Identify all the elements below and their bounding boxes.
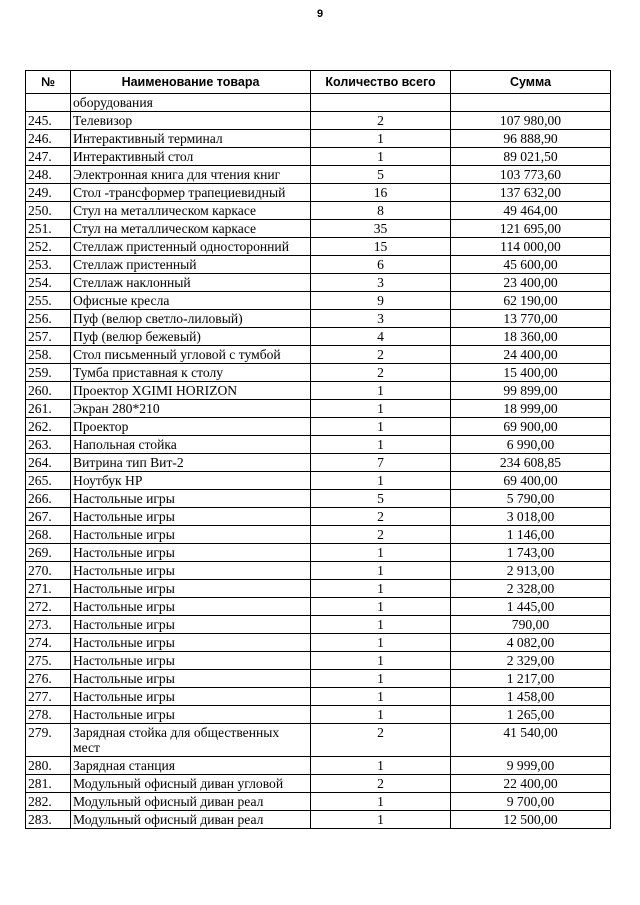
item-name: Настольные игры	[71, 526, 311, 544]
row-number: 283.	[26, 811, 71, 829]
item-sum: 9 700,00	[451, 793, 611, 811]
table-row	[26, 256, 611, 274]
table-row	[26, 775, 611, 793]
item-quantity: 35	[311, 220, 451, 238]
item-sum: 49 464,00	[451, 202, 611, 220]
row-number: 247.	[26, 148, 71, 166]
item-sum: 1 217,00	[451, 670, 611, 688]
item-name: Интерактивный терминал	[71, 130, 311, 148]
item-name: Пуф (велюр бежевый)	[71, 328, 311, 346]
item-sum: 107 980,00	[451, 112, 611, 130]
table-row	[26, 688, 611, 706]
item-quantity: 16	[311, 184, 451, 202]
item-sum: 1 265,00	[451, 706, 611, 724]
row-number: 257.	[26, 328, 71, 346]
item-sum: 1 458,00	[451, 688, 611, 706]
item-name: Проектор	[71, 418, 311, 436]
item-name: Экран 280*210	[71, 400, 311, 418]
continuation-text: оборудования	[71, 94, 311, 112]
item-name: Стул на металлическом каркасе	[71, 220, 311, 238]
item-sum: 5 790,00	[451, 490, 611, 508]
item-sum: 114 000,00	[451, 238, 611, 256]
table-row	[26, 274, 611, 292]
item-name: Электронная книга для чтения книг	[71, 166, 311, 184]
row-number: 270.	[26, 562, 71, 580]
table-row	[26, 724, 611, 757]
item-quantity: 1	[311, 652, 451, 670]
item-sum: 6 990,00	[451, 436, 611, 454]
table-header-row	[26, 71, 611, 94]
item-quantity: 1	[311, 670, 451, 688]
item-quantity: 8	[311, 202, 451, 220]
item-name: Интерактивный стол	[71, 148, 311, 166]
item-sum: 2 329,00	[451, 652, 611, 670]
item-sum: 89 021,50	[451, 148, 611, 166]
item-name: Стул на металлическом каркасе	[71, 202, 311, 220]
item-sum: 121 695,00	[451, 220, 611, 238]
item-quantity: 1	[311, 757, 451, 775]
row-number: 258.	[26, 346, 71, 364]
row-number: 275.	[26, 652, 71, 670]
table-row	[26, 202, 611, 220]
item-name: Ноутбук HP	[71, 472, 311, 490]
item-sum: 1 743,00	[451, 544, 611, 562]
item-name: Настольные игры	[71, 562, 311, 580]
item-quantity: 1	[311, 634, 451, 652]
header-qty: Количество всего	[311, 71, 451, 94]
row-number: 252.	[26, 238, 71, 256]
page-number: 9	[316, 8, 324, 20]
header-sum: Сумма	[451, 71, 611, 94]
item-name: Настольные игры	[71, 706, 311, 724]
table-row	[26, 238, 611, 256]
table-row	[26, 436, 611, 454]
continuation-num-cell	[26, 94, 71, 112]
item-sum: 69 900,00	[451, 418, 611, 436]
item-quantity: 1	[311, 793, 451, 811]
item-quantity: 1	[311, 418, 451, 436]
inventory-table	[25, 70, 611, 829]
item-name: Настольные игры	[71, 616, 311, 634]
table-body	[26, 94, 611, 829]
table-row	[26, 400, 611, 418]
item-quantity: 1	[311, 130, 451, 148]
item-quantity: 5	[311, 490, 451, 508]
row-number: 260.	[26, 382, 71, 400]
row-number: 271.	[26, 580, 71, 598]
item-name: Стол -трансформер трапециевидный	[71, 184, 311, 202]
item-sum: 45 600,00	[451, 256, 611, 274]
row-number: 263.	[26, 436, 71, 454]
row-number: 265.	[26, 472, 71, 490]
item-name: Модульный офисный диван угловой	[71, 775, 311, 793]
row-number: 248.	[26, 166, 71, 184]
header-name: Наименование товара	[71, 71, 311, 94]
item-quantity: 4	[311, 328, 451, 346]
item-quantity: 1	[311, 400, 451, 418]
item-quantity: 1	[311, 562, 451, 580]
row-number: 246.	[26, 130, 71, 148]
item-name: Витрина тип Вит-2	[71, 454, 311, 472]
item-sum: 41 540,00	[451, 724, 611, 757]
item-sum: 24 400,00	[451, 346, 611, 364]
row-number: 256.	[26, 310, 71, 328]
row-number: 278.	[26, 706, 71, 724]
row-number: 269.	[26, 544, 71, 562]
table-row	[26, 292, 611, 310]
item-name: Настольные игры	[71, 652, 311, 670]
table-row	[26, 364, 611, 382]
item-quantity: 2	[311, 364, 451, 382]
table-row	[26, 328, 611, 346]
row-number: 281.	[26, 775, 71, 793]
item-sum: 12 500,00	[451, 811, 611, 829]
item-name: Напольная стойка	[71, 436, 311, 454]
item-quantity: 2	[311, 346, 451, 364]
item-quantity: 2	[311, 526, 451, 544]
item-name: Настольные игры	[71, 688, 311, 706]
table-row	[26, 793, 611, 811]
table-row	[26, 634, 611, 652]
table-row	[26, 454, 611, 472]
continuation-sum-cell	[451, 94, 611, 112]
table-row	[26, 130, 611, 148]
item-quantity: 1	[311, 688, 451, 706]
item-name: Проектор XGIMI HORIZON	[71, 382, 311, 400]
row-number: 245.	[26, 112, 71, 130]
item-quantity: 9	[311, 292, 451, 310]
table-row	[26, 598, 611, 616]
header-num: №	[26, 71, 71, 94]
item-quantity: 1	[311, 148, 451, 166]
continuation-row	[26, 94, 611, 112]
table-row	[26, 184, 611, 202]
item-quantity: 5	[311, 166, 451, 184]
item-name: Модульный офисный диван реал	[71, 811, 311, 829]
item-sum: 234 608,85	[451, 454, 611, 472]
row-number: 279.	[26, 724, 71, 757]
item-quantity: 1	[311, 580, 451, 598]
item-sum: 99 899,00	[451, 382, 611, 400]
item-sum: 18 999,00	[451, 400, 611, 418]
table-row	[26, 418, 611, 436]
item-name: Зарядная стойка для общественных мест	[71, 724, 311, 757]
table-row	[26, 346, 611, 364]
item-quantity: 7	[311, 454, 451, 472]
table-row	[26, 811, 611, 829]
table-row	[26, 490, 611, 508]
row-number: 276.	[26, 670, 71, 688]
table-row	[26, 166, 611, 184]
item-name: Настольные игры	[71, 490, 311, 508]
item-name: Стеллаж пристенный односторонний	[71, 238, 311, 256]
item-name: Настольные игры	[71, 670, 311, 688]
item-sum: 15 400,00	[451, 364, 611, 382]
item-quantity: 1	[311, 616, 451, 634]
item-quantity: 1	[311, 472, 451, 490]
item-name: Стеллаж наклонный	[71, 274, 311, 292]
row-number: 255.	[26, 292, 71, 310]
table-row	[26, 706, 611, 724]
item-sum: 96 888,90	[451, 130, 611, 148]
row-number: 272.	[26, 598, 71, 616]
item-name: Зарядная станция	[71, 757, 311, 775]
item-quantity: 15	[311, 238, 451, 256]
item-sum: 2 913,00	[451, 562, 611, 580]
item-quantity: 6	[311, 256, 451, 274]
item-sum: 18 360,00	[451, 328, 611, 346]
item-name: Тумба приставная к столу	[71, 364, 311, 382]
row-number: 254.	[26, 274, 71, 292]
item-quantity: 2	[311, 112, 451, 130]
item-quantity: 1	[311, 598, 451, 616]
table-row	[26, 148, 611, 166]
row-number: 280.	[26, 757, 71, 775]
item-name: Модульный офисный диван реал	[71, 793, 311, 811]
item-sum: 69 400,00	[451, 472, 611, 490]
item-sum: 62 190,00	[451, 292, 611, 310]
row-number: 261.	[26, 400, 71, 418]
table-row	[26, 652, 611, 670]
row-number: 277.	[26, 688, 71, 706]
item-sum: 1 445,00	[451, 598, 611, 616]
item-sum: 9 999,00	[451, 757, 611, 775]
item-name: Стеллаж пристенный	[71, 256, 311, 274]
item-name: Настольные игры	[71, 544, 311, 562]
item-name: Настольные игры	[71, 580, 311, 598]
item-sum: 790,00	[451, 616, 611, 634]
table-row	[26, 670, 611, 688]
item-quantity: 2	[311, 508, 451, 526]
item-sum: 4 082,00	[451, 634, 611, 652]
row-number: 259.	[26, 364, 71, 382]
table-row	[26, 526, 611, 544]
row-number: 264.	[26, 454, 71, 472]
table-row	[26, 562, 611, 580]
item-quantity: 1	[311, 544, 451, 562]
table-row	[26, 112, 611, 130]
table-row	[26, 544, 611, 562]
item-quantity: 1	[311, 436, 451, 454]
item-sum: 22 400,00	[451, 775, 611, 793]
item-quantity: 1	[311, 811, 451, 829]
row-number: 253.	[26, 256, 71, 274]
row-number: 250.	[26, 202, 71, 220]
item-name: Телевизор	[71, 112, 311, 130]
table-row	[26, 382, 611, 400]
item-quantity: 2	[311, 775, 451, 793]
item-quantity: 3	[311, 310, 451, 328]
item-sum: 13 770,00	[451, 310, 611, 328]
row-number: 262.	[26, 418, 71, 436]
table-row	[26, 757, 611, 775]
item-name: Пуф (велюр светло-лиловый)	[71, 310, 311, 328]
item-quantity: 1	[311, 706, 451, 724]
item-quantity: 2	[311, 724, 451, 757]
continuation-qty-cell	[311, 94, 451, 112]
row-number: 266.	[26, 490, 71, 508]
item-name: Настольные игры	[71, 598, 311, 616]
item-sum: 3 018,00	[451, 508, 611, 526]
item-name: Настольные игры	[71, 508, 311, 526]
table-row	[26, 472, 611, 490]
table-row	[26, 220, 611, 238]
table-row	[26, 616, 611, 634]
row-number: 249.	[26, 184, 71, 202]
item-quantity: 1	[311, 382, 451, 400]
row-number: 267.	[26, 508, 71, 526]
item-name: Настольные игры	[71, 634, 311, 652]
row-number: 282.	[26, 793, 71, 811]
item-sum: 1 146,00	[451, 526, 611, 544]
item-name: Офисные кресла	[71, 292, 311, 310]
row-number: 273.	[26, 616, 71, 634]
item-sum: 23 400,00	[451, 274, 611, 292]
item-name: Стол письменный угловой с тумбой	[71, 346, 311, 364]
table-row	[26, 310, 611, 328]
item-sum: 137 632,00	[451, 184, 611, 202]
item-quantity: 3	[311, 274, 451, 292]
row-number: 274.	[26, 634, 71, 652]
table-row	[26, 508, 611, 526]
row-number: 251.	[26, 220, 71, 238]
item-sum: 103 773,60	[451, 166, 611, 184]
table-row	[26, 580, 611, 598]
row-number: 268.	[26, 526, 71, 544]
item-sum: 2 328,00	[451, 580, 611, 598]
